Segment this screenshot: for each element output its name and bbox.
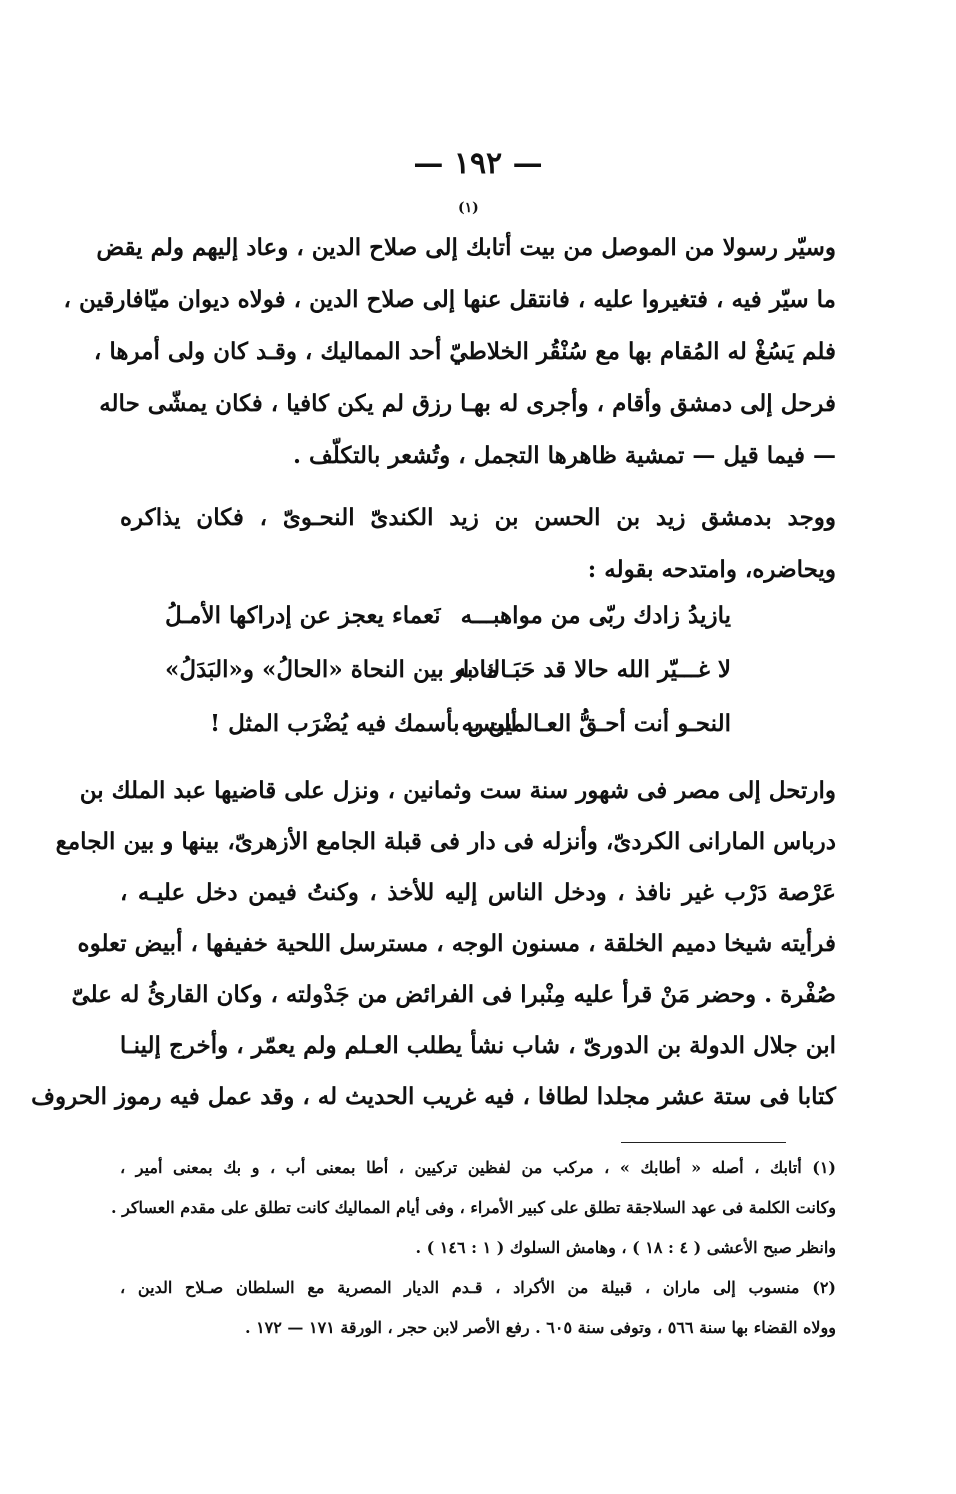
footnote-line: وكانت الكلمة فى عهد السلاجقة تطلق على كبير الأمراء ، وفى أيام المماليك كانت تطلق على مقدم العساكر . — [110, 1198, 836, 1217]
text-line: ويحاضره، وامتدحه بقوله : — [587, 556, 836, 583]
verse-second-hemistich: نَعماء يعجز عن إدراكها الأمـلُ — [165, 602, 441, 629]
text-line: ما سيّر فيه ، فتغيروا عليه ، فانتقل عنها إلى صلاح الدين ، فولاه ديوان ميّافارقين ، — [63, 286, 836, 313]
footnote-line: وانظر صبح الأعشى ( ٤ : ١٨ ) ، وهامش السلوك ( ١ : ١٤٦ ) . — [415, 1238, 836, 1257]
page-number: — ١٩٢ — — [413, 146, 543, 181]
text-line: درباس المارانى الكردىّ، وأنزله فى دار فى قبلة الجامع الأزهرىّ، بينها و بين الجامع — [55, 828, 836, 855]
verse-first-hemistich: يازيدُ زادك ربّى من مواهبـــه — [460, 602, 731, 629]
paragraph-3 — [31, 765, 836, 1122]
footnote-marker: (١) — [458, 200, 479, 216]
paragraph-1 — [63, 222, 836, 482]
text-line: صُفْرة . وحضر مَنْ قرأ عليه مِنْبرا فى الفرائض من جَدْولته ، وكان القارئُ له علىّ — [71, 981, 836, 1008]
verse-first-hemistich: النحـو أنت أحـقُّ العـالمين به — [461, 710, 731, 737]
verse-first-hemistich: لا غـــيّر الله حالا قد حَبَـاك به — [454, 656, 731, 683]
footnote-divider — [621, 1142, 786, 1143]
text-line: عَرْصة دَرْب غير نافذ ، ودخل الناس إليه للأخذ ، وكنتُ فيمن دخل عليـه ، — [120, 879, 836, 906]
text-line: ابن جلال الدولة بن الدورىّ ، شاب نشأ يطلب العـلم ولم يعمّر ، وأخرج إلينـا — [119, 1032, 836, 1059]
footnote-line: وولاه القضاء بها سنة ٥٦٦ ، وتوفى سنة ٦٠٥ . رفع الأصر لابن حجر ، الورقة ١٧١ — ١٧٢ . — [244, 1318, 836, 1337]
footnote-line: (١) أتابك ، أصله « أطابك » ، مركب من لفظين تركيين ، أطا بمعنى أب ، و بك بمعنى أمير ، — [120, 1158, 836, 1177]
text-line: وسيّر رسولا من الموصل من بيت أتابك إلى صلاح الدين ، وعاد إليهم ولم يقض — [96, 234, 836, 261]
verse-second-hemistich: أليس بأسمك فيه يُضْرَب المثل ! — [210, 710, 518, 737]
footnote-line: (٢) منسوب إلى ماران ، قبيلة من الأكراد ، قـدم الديار المصرية مع السلطان صـلاح الدين ، — [120, 1278, 836, 1297]
text-line: وارتحل إلى مصر فى شهور سنة ست وثمانين ، ونزل على قاضيها عبد الملك بن — [79, 777, 836, 804]
text-line: فرحل إلى دمشق وأقام ، وأجرى له بهـا رزق لم يكن كافيا ، فكان يمشّى حاله — [99, 390, 836, 417]
text-line: فلم يَسُغْ له المُقام بها مع سُنْقُر الخلاطيّ أحد المماليك ، وقـد كان ولى أمرها ، — [93, 338, 836, 365]
verse-second-hemistich: مادار بين النحاة «الحالُ» و«البَدَلُ» — [165, 656, 499, 683]
text-line: كتابا فى ستة عشر مجلدا لطافا ، فيه غريب الحديث له ، وقد عمل فيه رموز الحروف — [31, 1083, 836, 1110]
text-line: — فيما قيل — تمشية ظاهرها التجمل ، وتُشعر بالتكلّف . — [292, 442, 836, 469]
paragraph-2 — [120, 492, 836, 596]
text-line: فرأيته شيخا دميم الخلقة ، مسنون الوجه ، مسترسل اللحية خفيفها ، أبيض تعلوه — [77, 930, 836, 957]
text-line: ووجد بدمشق زيد بن الحسن بن زيد الكندىّ النحـوىّ ، فكان يذاكره — [120, 504, 836, 531]
